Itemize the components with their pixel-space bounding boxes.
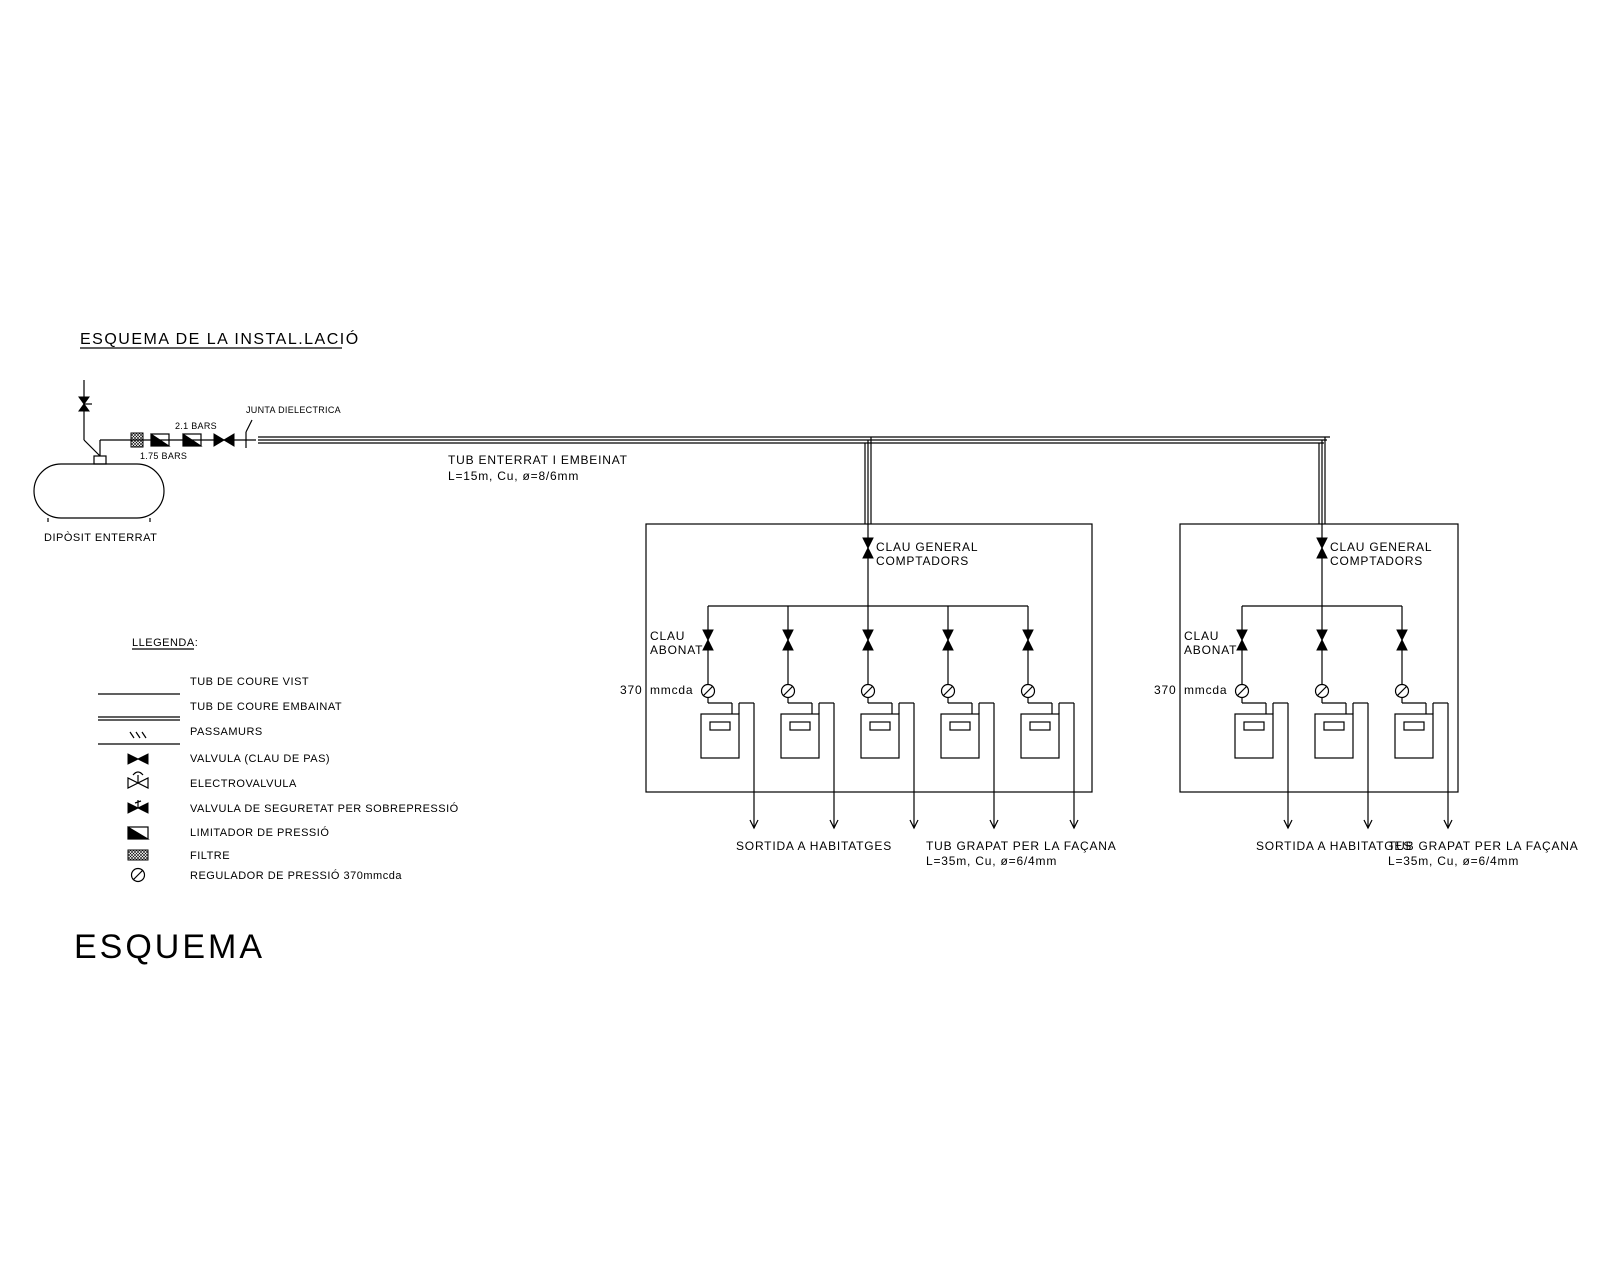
pressure-regulator-icon (132, 869, 145, 882)
subscriber-valve-label: CLAU (1184, 629, 1220, 643)
facade-pipe-spec: L=35m, Cu, ø=6/4mm (926, 854, 1058, 868)
dielectric-joint-label: JUNTA DIELECTRICA (246, 405, 341, 415)
buried-pipe-spec: L=15m, Cu, ø=8/6mm (448, 469, 580, 483)
pressure-unit: mmcda (1184, 683, 1228, 697)
gas-meter-icon (701, 714, 739, 758)
meter-branch (1315, 606, 1372, 828)
meter-branch (701, 606, 758, 828)
gas-meter-icon (861, 714, 899, 758)
pressure-regulator-icon (942, 685, 955, 698)
legend (98, 637, 459, 882)
pressure-low-label: 1.75 BARS (140, 451, 188, 461)
diagram-title: ESQUEMA DE LA INSTAL.LACIÓ (80, 331, 360, 348)
pressure-regulator-icon (862, 685, 875, 698)
underground-tank (34, 456, 164, 522)
group-supply-drop (1319, 437, 1325, 524)
gas-meter-icon (1021, 714, 1059, 758)
gas-meter-icon (1235, 714, 1273, 758)
subscriber-valve-label: ABONAT (650, 643, 704, 657)
valve-icon (1237, 630, 1247, 650)
meter-room-box (646, 524, 1092, 792)
meter-branch (1395, 606, 1452, 828)
buried-pipe-label: TUB ENTERRAT I EMBEINAT (448, 453, 628, 467)
gas-meter-icon (941, 714, 979, 758)
group-supply-drop (865, 437, 871, 524)
meter-branch (861, 606, 918, 828)
meter-branch (1235, 606, 1292, 828)
meter-group-1 (620, 437, 1117, 868)
legend-item-label: VALVULA DE SEGURETAT PER SOBREPRESSIÓ (190, 803, 459, 815)
double-line-symbol (98, 717, 180, 720)
general-valve-label: COMPTADORS (1330, 554, 1424, 568)
tank-label: DIPÒSIT ENTERRAT (44, 532, 158, 544)
valve-icon (128, 754, 148, 764)
legend-item-label: ELECTROVALVULA (190, 778, 297, 790)
facade-pipe-spec: L=35m, Cu, ø=6/4mm (1388, 854, 1520, 868)
gas-meter-icon (1395, 714, 1433, 758)
valve-icon (1317, 538, 1327, 558)
valve-icon (783, 630, 793, 650)
facade-pipe-label: TUB GRAPAT PER LA FAÇANA (926, 839, 1117, 853)
outlet-label: SORTIDA A HABITATGES (736, 839, 893, 853)
fill-line (79, 380, 100, 456)
legend-item-label: FILTRE (190, 850, 231, 862)
legend-title: LLEGENDA: (132, 637, 199, 649)
legend-item-label: VALVULA (CLAU DE PAS) (190, 753, 331, 765)
pressure-regulator-icon (1236, 685, 1249, 698)
legend-item-label: TUB DE COURE VIST (190, 676, 310, 688)
subscriber-valve-label: CLAU (650, 629, 686, 643)
filter-icon (131, 433, 143, 447)
facade-pipe-label: TUB GRAPAT PER LA FAÇANA (1388, 839, 1579, 853)
general-valve-label: CLAU GENERAL (876, 540, 979, 554)
pressure-regulator-icon (1316, 685, 1329, 698)
safety-valve-icon (128, 800, 148, 813)
safety-valve-icon (79, 397, 92, 411)
subscriber-valve-label: ABONAT (1184, 643, 1238, 657)
valve-icon (943, 630, 953, 650)
valve-icon (863, 538, 873, 558)
legend-item-label: TUB DE COURE EMBAINAT (190, 701, 343, 713)
valve-icon (1023, 630, 1033, 650)
general-valve-label: CLAU GENERAL (1330, 540, 1433, 554)
meter-group-2 (1154, 437, 1579, 868)
valve-icon (1317, 630, 1327, 650)
outlet-label: SORTIDA A HABITATGES (1256, 839, 1413, 853)
valve-icon (1397, 630, 1407, 650)
meter-branch (781, 606, 838, 828)
pressure-unit: mmcda (650, 683, 694, 697)
meter-branch (1021, 606, 1078, 828)
pressure-regulator-icon (782, 685, 795, 698)
pressure-high-label: 2.1 BARS (175, 421, 217, 431)
legend-item-label: PASSAMURS (190, 726, 263, 738)
valve-icon (214, 434, 234, 446)
general-valve-label: COMPTADORS (876, 554, 970, 568)
pressure-value: 370 (1154, 683, 1177, 697)
wall-hatch-symbol (98, 732, 180, 744)
footer-title: ESQUEMA (74, 928, 266, 966)
meter-branch (941, 606, 998, 828)
pressure-regulator-icon (702, 685, 715, 698)
valve-icon (703, 630, 713, 650)
filter-icon (128, 850, 148, 860)
pressure-value: 370 (620, 683, 643, 697)
pressure-limiter-icon (128, 827, 148, 839)
valve-icon (863, 630, 873, 650)
legend-item-label: REGULADOR DE PRESSIÓ 370mmcda (190, 870, 402, 882)
gas-meter-icon (1315, 714, 1353, 758)
pressure-regulator-icon (1396, 685, 1409, 698)
buried-pipe (258, 437, 1330, 443)
solenoid-valve-icon (128, 772, 148, 788)
legend-item-label: LIMITADOR DE PRESSIÓ (190, 827, 330, 839)
pressure-regulator-icon (1022, 685, 1035, 698)
gas-meter-icon (781, 714, 819, 758)
